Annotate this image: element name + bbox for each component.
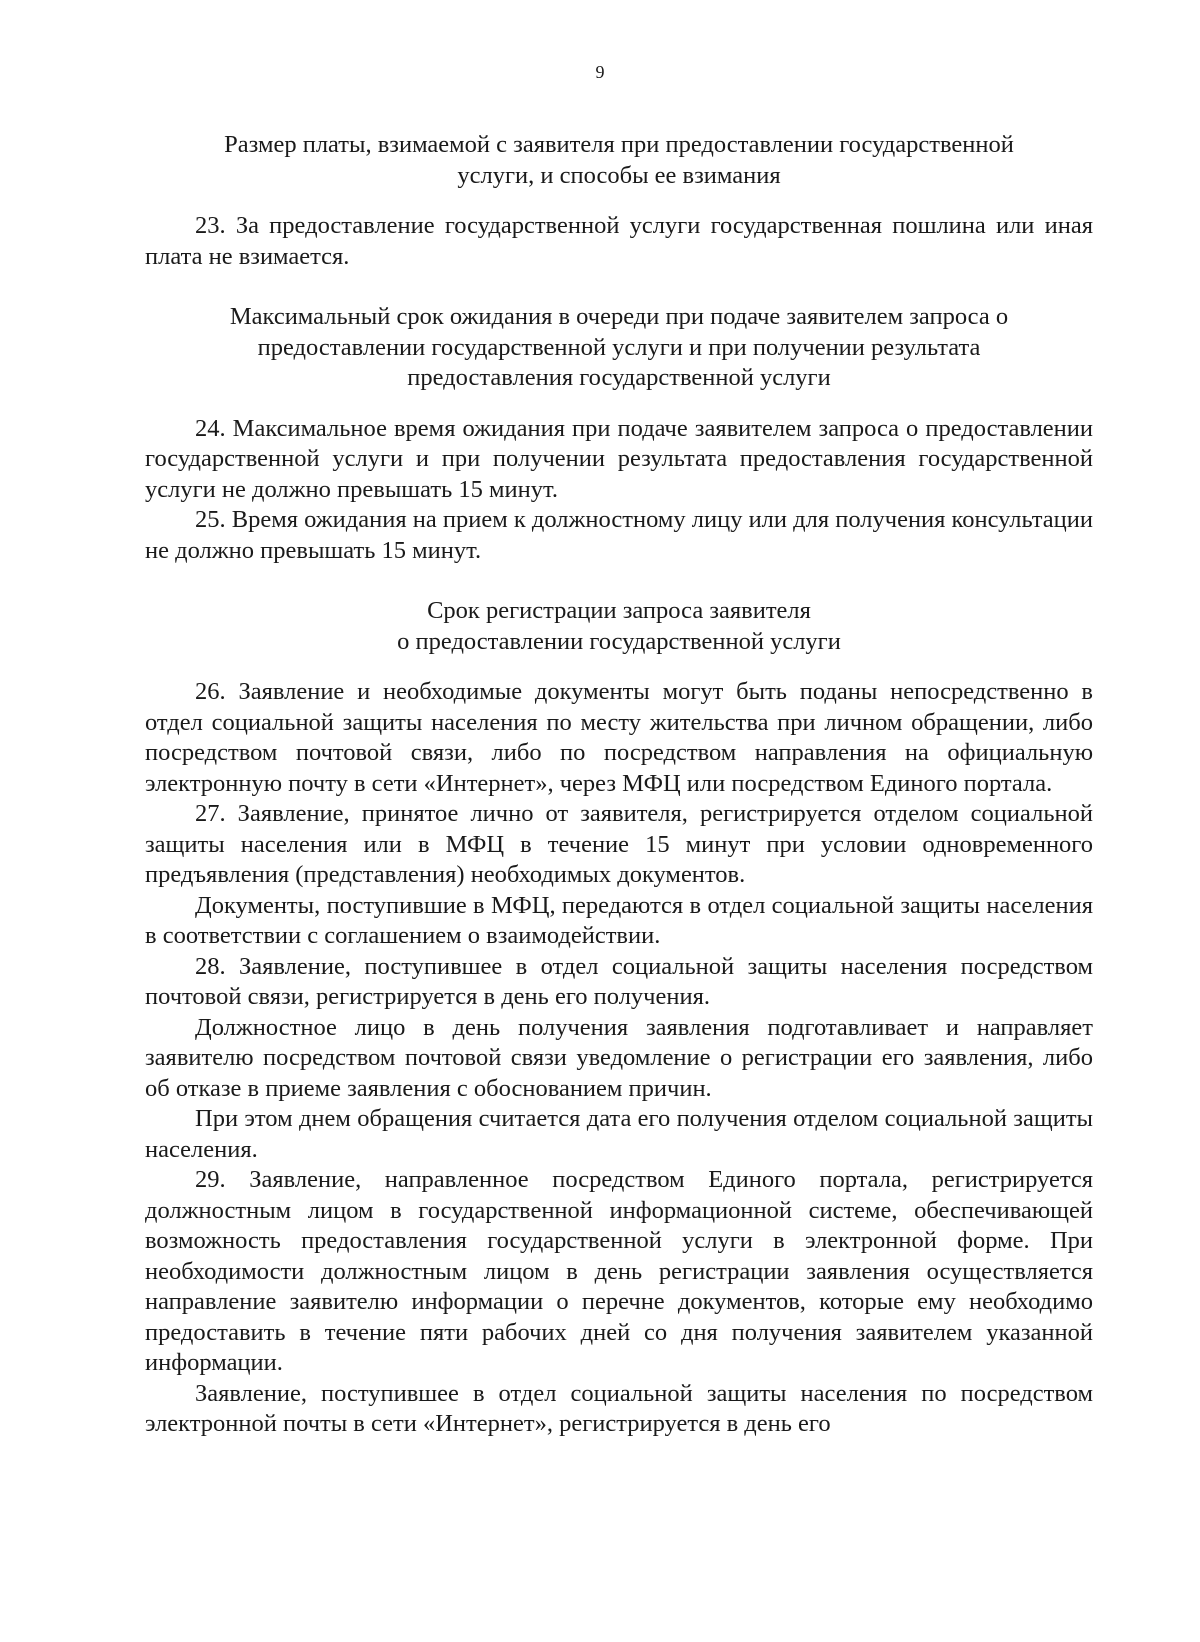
paragraph-28: 28. Заявление, поступившее в отдел социальной защиты населения посредством почтовой связи, регистрируется в день его получения. xyxy=(145,952,1093,1010)
paragraph-28-date: При этом днем обращения считается дата его получения отделом социальной защиты населения. xyxy=(145,1105,1093,1163)
section-heading-registration xyxy=(145,596,1093,657)
page-number: 9 xyxy=(595,62,605,82)
heading-line: Максимальный срок ожидания в очереди при подаче заявителем запроса о xyxy=(229,303,1009,330)
heading-line: услуги, и способы ее взимания xyxy=(457,161,781,189)
paragraph-29-email: Заявление, поступившее в отдел социальной защиты населения по посредством электронной почты в сети «Интернет», регистрируется в день его xyxy=(145,1379,1093,1437)
section-heading-waiting-time xyxy=(145,302,1093,394)
paragraph-29: 29. Заявление, направленное посредством Единого портала, регистрируется должностным лицом в государственной информационной системе, обеспечивающей возможность предоставления государственной услуги в электронной форме. При необходимости должностным лицом в день регистрации заявления осуществляется направление заявителю информации о перечне документов, которые ему необходимо предоставить в течение пяти рабочих дней со дня получения заявителем указанной информации. xyxy=(145,1166,1093,1376)
section-heading-fee xyxy=(145,130,1093,191)
heading-line: предоставлении государственной услуги и при получении результата xyxy=(257,333,981,361)
document-body xyxy=(145,130,1093,1440)
paragraph-27-mfc: Документы, поступившие в МФЦ, передаются в отдел социальной защиты населения в соответствии с соглашением о взаимодействии. xyxy=(145,891,1093,949)
paragraph-26: 26. Заявление и необходимые документы могут быть поданы непосредственно в отдел социальной защиты населения по месту жительства при личном обращении, либо посредством почтовой связи, либо по посредством направления на официальную электронную почту в сети «Интернет», через МФЦ или посредством Единого портала. xyxy=(145,678,1093,797)
heading-line: Размер платы, взимаемой с заявителя при предоставлении государственной xyxy=(224,131,1014,158)
paragraph-28-official: Должностное лицо в день получения заявления подготавливает и направляет заявителю посредством почтовой связи уведомление о регистрации его заявления, либо об отказе в приеме заявления с обоснованием причин. xyxy=(145,1013,1093,1102)
paragraph-25: 25. Время ожидания на прием к должностному лицу или для получения консультации не должно превышать 15 минут. xyxy=(145,506,1093,564)
paragraph-24: 24. Максимальное время ожидания при подаче заявителем запроса о предоставлении государственной услуги и при получении результата предоставления государственной услуги не должно превышать 15 минут. xyxy=(145,414,1093,503)
heading-line: Срок регистрации запроса заявителя xyxy=(427,597,811,624)
paragraph-23: 23. За предоставление государственной услуги государственная пошлина или иная плата не взимается. xyxy=(145,212,1093,270)
heading-line: о предоставлении государственной услуги xyxy=(397,627,841,655)
paragraph-27: 27. Заявление, принятое лично от заявителя, регистрируется отделом социальной защиты населения или в МФЦ в течение 15 минут при условии одновременного предъявления (представления) необходимых документов. xyxy=(145,800,1093,888)
heading-line: предоставления государственной услуги xyxy=(407,364,831,391)
